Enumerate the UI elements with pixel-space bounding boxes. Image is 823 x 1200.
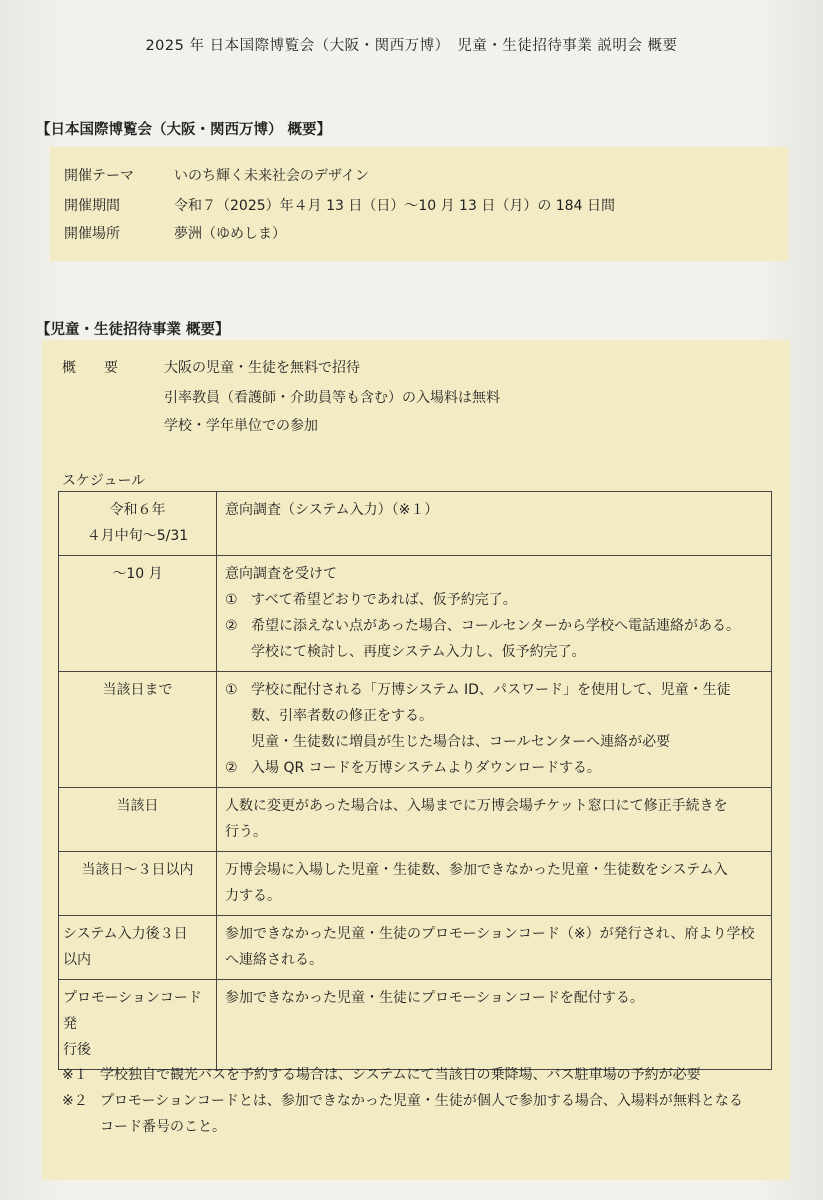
schedule-label: スケジュール: [62, 473, 146, 489]
step-number: ①: [225, 592, 238, 608]
schedule-detail-text: 意向調査を受けて: [225, 566, 337, 582]
schedule-detail-text: 児童・生徒数に増員が生じた場合は、コールセンターへ連絡が必要: [251, 734, 671, 750]
schedule-row: [59, 980, 772, 1070]
schedule-row: [59, 556, 772, 672]
schedule-detail-line: [225, 985, 763, 1011]
schedule-detail-text: 参加できなかった児童・生徒にプロモーションコードを配付する。: [225, 990, 644, 1006]
schedule-detail-line: [225, 793, 763, 819]
schedule-when-text: 令和６年: [109, 502, 166, 518]
schedule-row: [59, 916, 772, 980]
step-number: ①: [225, 682, 238, 698]
schedule-detail-text: 希望に添えない点があった場合、コールセンターから学校へ電話連絡がある。: [251, 618, 741, 634]
schedule-detail-line: [225, 883, 763, 909]
overview-line: 引率教員（看護師・介助員等も含む）の入場料は無料: [164, 390, 500, 406]
note-line: [62, 1088, 743, 1114]
schedule-detail-text: 数、引率者数の修正をする。: [251, 708, 433, 724]
schedule-detail-line: [225, 613, 763, 639]
schedule-detail-line: [225, 819, 763, 845]
step-number: ②: [225, 618, 238, 634]
schedule-detail-line: [225, 921, 763, 947]
expo-row-value: 令和７（2025）年４月 13 日（日）～10 月 13 日（月）の 184 日間: [174, 198, 615, 214]
step-number: ②: [225, 760, 238, 776]
schedule-when-cell: [59, 492, 217, 556]
schedule-detail-text: 行う。: [225, 824, 267, 840]
schedule-detail-cell: [217, 980, 772, 1070]
schedule-detail-cell: [217, 672, 772, 788]
schedule-detail-cell: [217, 852, 772, 916]
note-text: 学校独自で観光バスを予約する場合は、システムにて当該日の乗降場、バス駐車場の予約が必要: [100, 1067, 701, 1083]
expo-row-label: 開催場所: [64, 226, 120, 242]
schedule-when-cell: [59, 852, 217, 916]
expo-heading: 【日本国際博覧会（大阪・関西万博） 概要】: [36, 122, 332, 138]
note-mark: ※２: [62, 1093, 88, 1109]
schedule-when-cell: [59, 980, 217, 1070]
note-text: コード番号のこと。: [100, 1119, 226, 1135]
expo-overview-box: [50, 147, 788, 261]
expo-row-value: 夢洲（ゆめしま）: [174, 226, 286, 242]
schedule-detail-text: すべて希望どおりであれば、仮予約完了。: [251, 592, 517, 608]
schedule-detail-line: [225, 857, 763, 883]
schedule-when-cell: [59, 788, 217, 852]
schedule-detail-line: [225, 677, 763, 703]
schedule-detail-text: 学校に配付される「万博システム ID、パスワード」を使用して、児童・生徒: [251, 682, 731, 698]
schedule-detail-line: [225, 703, 763, 729]
overview-label: 概 要: [62, 360, 118, 376]
expo-row-label: 開催テーマ: [64, 168, 134, 184]
schedule-detail-text: 学校にて検討し、再度システム入力し、仮予約完了。: [251, 644, 586, 660]
schedule-when-text: 以内: [63, 952, 91, 968]
schedule-when-text: 当該日～３日以内: [81, 862, 194, 878]
note-line: [62, 1062, 743, 1088]
schedule-when-cell: [59, 556, 217, 672]
schedule-table: [58, 491, 772, 1070]
schedule-detail-line: [225, 947, 763, 973]
schedule-row: [59, 788, 772, 852]
schedule-detail-line: [225, 755, 763, 781]
overview-line: 大阪の児童・生徒を無料で招待: [164, 360, 360, 376]
schedule-detail-text: 万博会場に入場した児童・生徒数、参加できなかった児童・生徒数をシステム入: [225, 862, 728, 878]
note-text: プロモーションコードとは、参加できなかった児童・生徒が個人で参加する場合、入場料が無料となる: [100, 1093, 743, 1109]
expo-row-label: 開催期間: [64, 198, 120, 214]
schedule-when-text: 行後: [63, 1042, 91, 1058]
schedule-detail-cell: [217, 916, 772, 980]
schedule-row: [59, 492, 772, 556]
program-heading: 【児童・生徒招待事業 概要】: [36, 322, 230, 338]
note-mark: ※１: [62, 1067, 88, 1083]
schedule-when-text: 当該日まで: [102, 682, 173, 698]
schedule-when-text: ～10 月: [112, 566, 163, 582]
schedule-when-text: プロモーションコード発: [63, 990, 202, 1032]
schedule-detail-cell: [217, 556, 772, 672]
expo-row-value: いのち輝く未来社会のデザイン: [174, 168, 370, 184]
schedule-detail-line: [225, 587, 763, 613]
overview-line: 学校・学年単位での参加: [164, 418, 318, 434]
schedule-detail-line: [225, 729, 763, 755]
schedule-detail-text: 意向調査（システム入力）（※１）: [225, 502, 439, 518]
schedule-detail-cell: [217, 492, 772, 556]
schedule-detail-text: 参加できなかった児童・生徒のプロモーションコード（※）が発行され、府より学校: [225, 926, 755, 942]
schedule-detail-line: [225, 561, 763, 587]
schedule-detail-text: へ連絡される。: [225, 952, 323, 968]
schedule-when-text: 当該日: [116, 798, 159, 814]
schedule-when-text: システム入力後３日: [63, 926, 188, 942]
schedule-detail-text: 力する。: [225, 888, 281, 904]
schedule-detail-text: 入場 QR コードを万博システムよりダウンロードする。: [251, 760, 601, 776]
schedule-detail-text: 人数に変更があった場合は、入場までに万博会場チケット窓口にて修正手続きを: [225, 798, 728, 814]
schedule-when-cell: [59, 916, 217, 980]
schedule-row: [59, 852, 772, 916]
document-title: 2025 年 日本国際博覧会（大阪・関西万博） 児童・生徒招待事業 説明会 概要: [145, 38, 678, 54]
schedule-row: [59, 672, 772, 788]
schedule-detail-cell: [217, 788, 772, 852]
schedule-detail-line: [225, 497, 763, 523]
schedule-when-text: ４月中旬～5/31: [86, 528, 189, 544]
schedule-when-cell: [59, 672, 217, 788]
notes: [62, 1062, 743, 1140]
schedule-detail-line: [225, 639, 763, 665]
